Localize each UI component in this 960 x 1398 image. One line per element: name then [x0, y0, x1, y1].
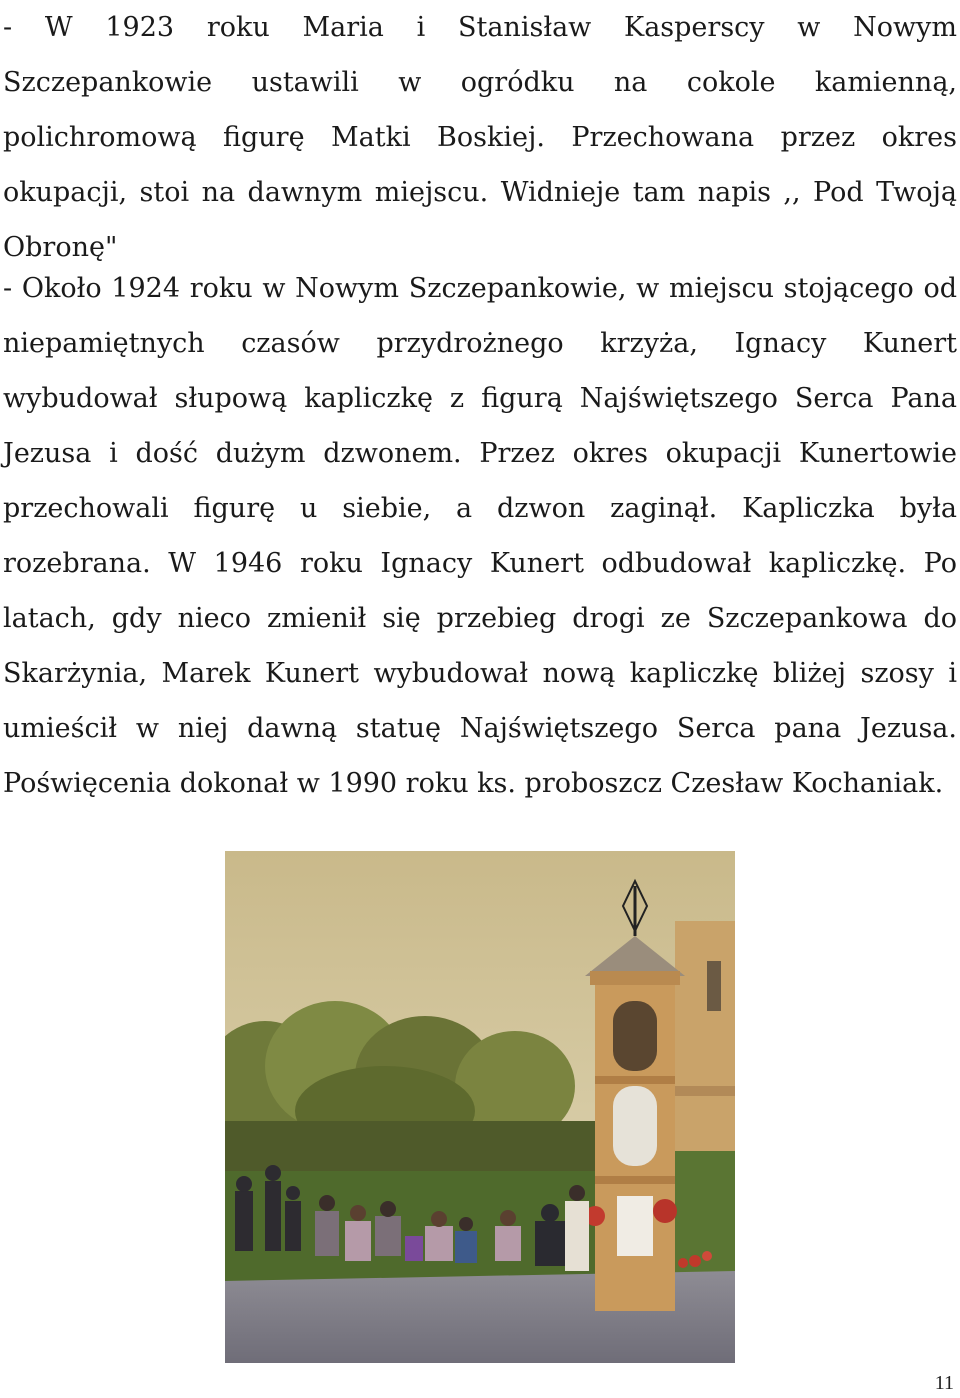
chapel-photo [225, 851, 735, 1363]
page-number: 11 [934, 1372, 954, 1394]
paragraph-1924-chapel: - Około 1924 roku w Nowym Szczepankowie, w miejscu stojącego od niepamiętnych czasów przydrożnego krzyża, Ignacy Kunert wybudował słupową kapliczkę z figurą Najświętszego Serca Pana Jezusa i dość dużym dzwonem. Przez okres okupacji Kunertowie przechowali figurę u siebie, a dzwon zaginął. Kapliczka była rozebrana. W 1946 roku Ignacy Kunert odbudował kapliczkę. Po latach, gdy nieco zmienił się przebieg drogi ze Szczepankowa do Skarżynia, Marek Kunert wybudował nową kapliczkę bliżej szosy i umieścił w niej dawną statuę Najświętszego Serca pana Jezusa. Poświęcenia dokonał w 1990 roku ks. proboszcz Czesław Kochaniak. [3, 273, 957, 799]
paragraph-1923-figure: - W 1923 roku Maria i Stanisław Kasperscy w Nowym Szczepankowie ustawili w ogródku na cokole kamienną, polichromową figurę Matki Boskiej. Przechowana przez okres okupacji, stoi na dawnym miejscu. Widnieje tam napis ,, Pod Twoją Obronę" [3, 12, 957, 263]
